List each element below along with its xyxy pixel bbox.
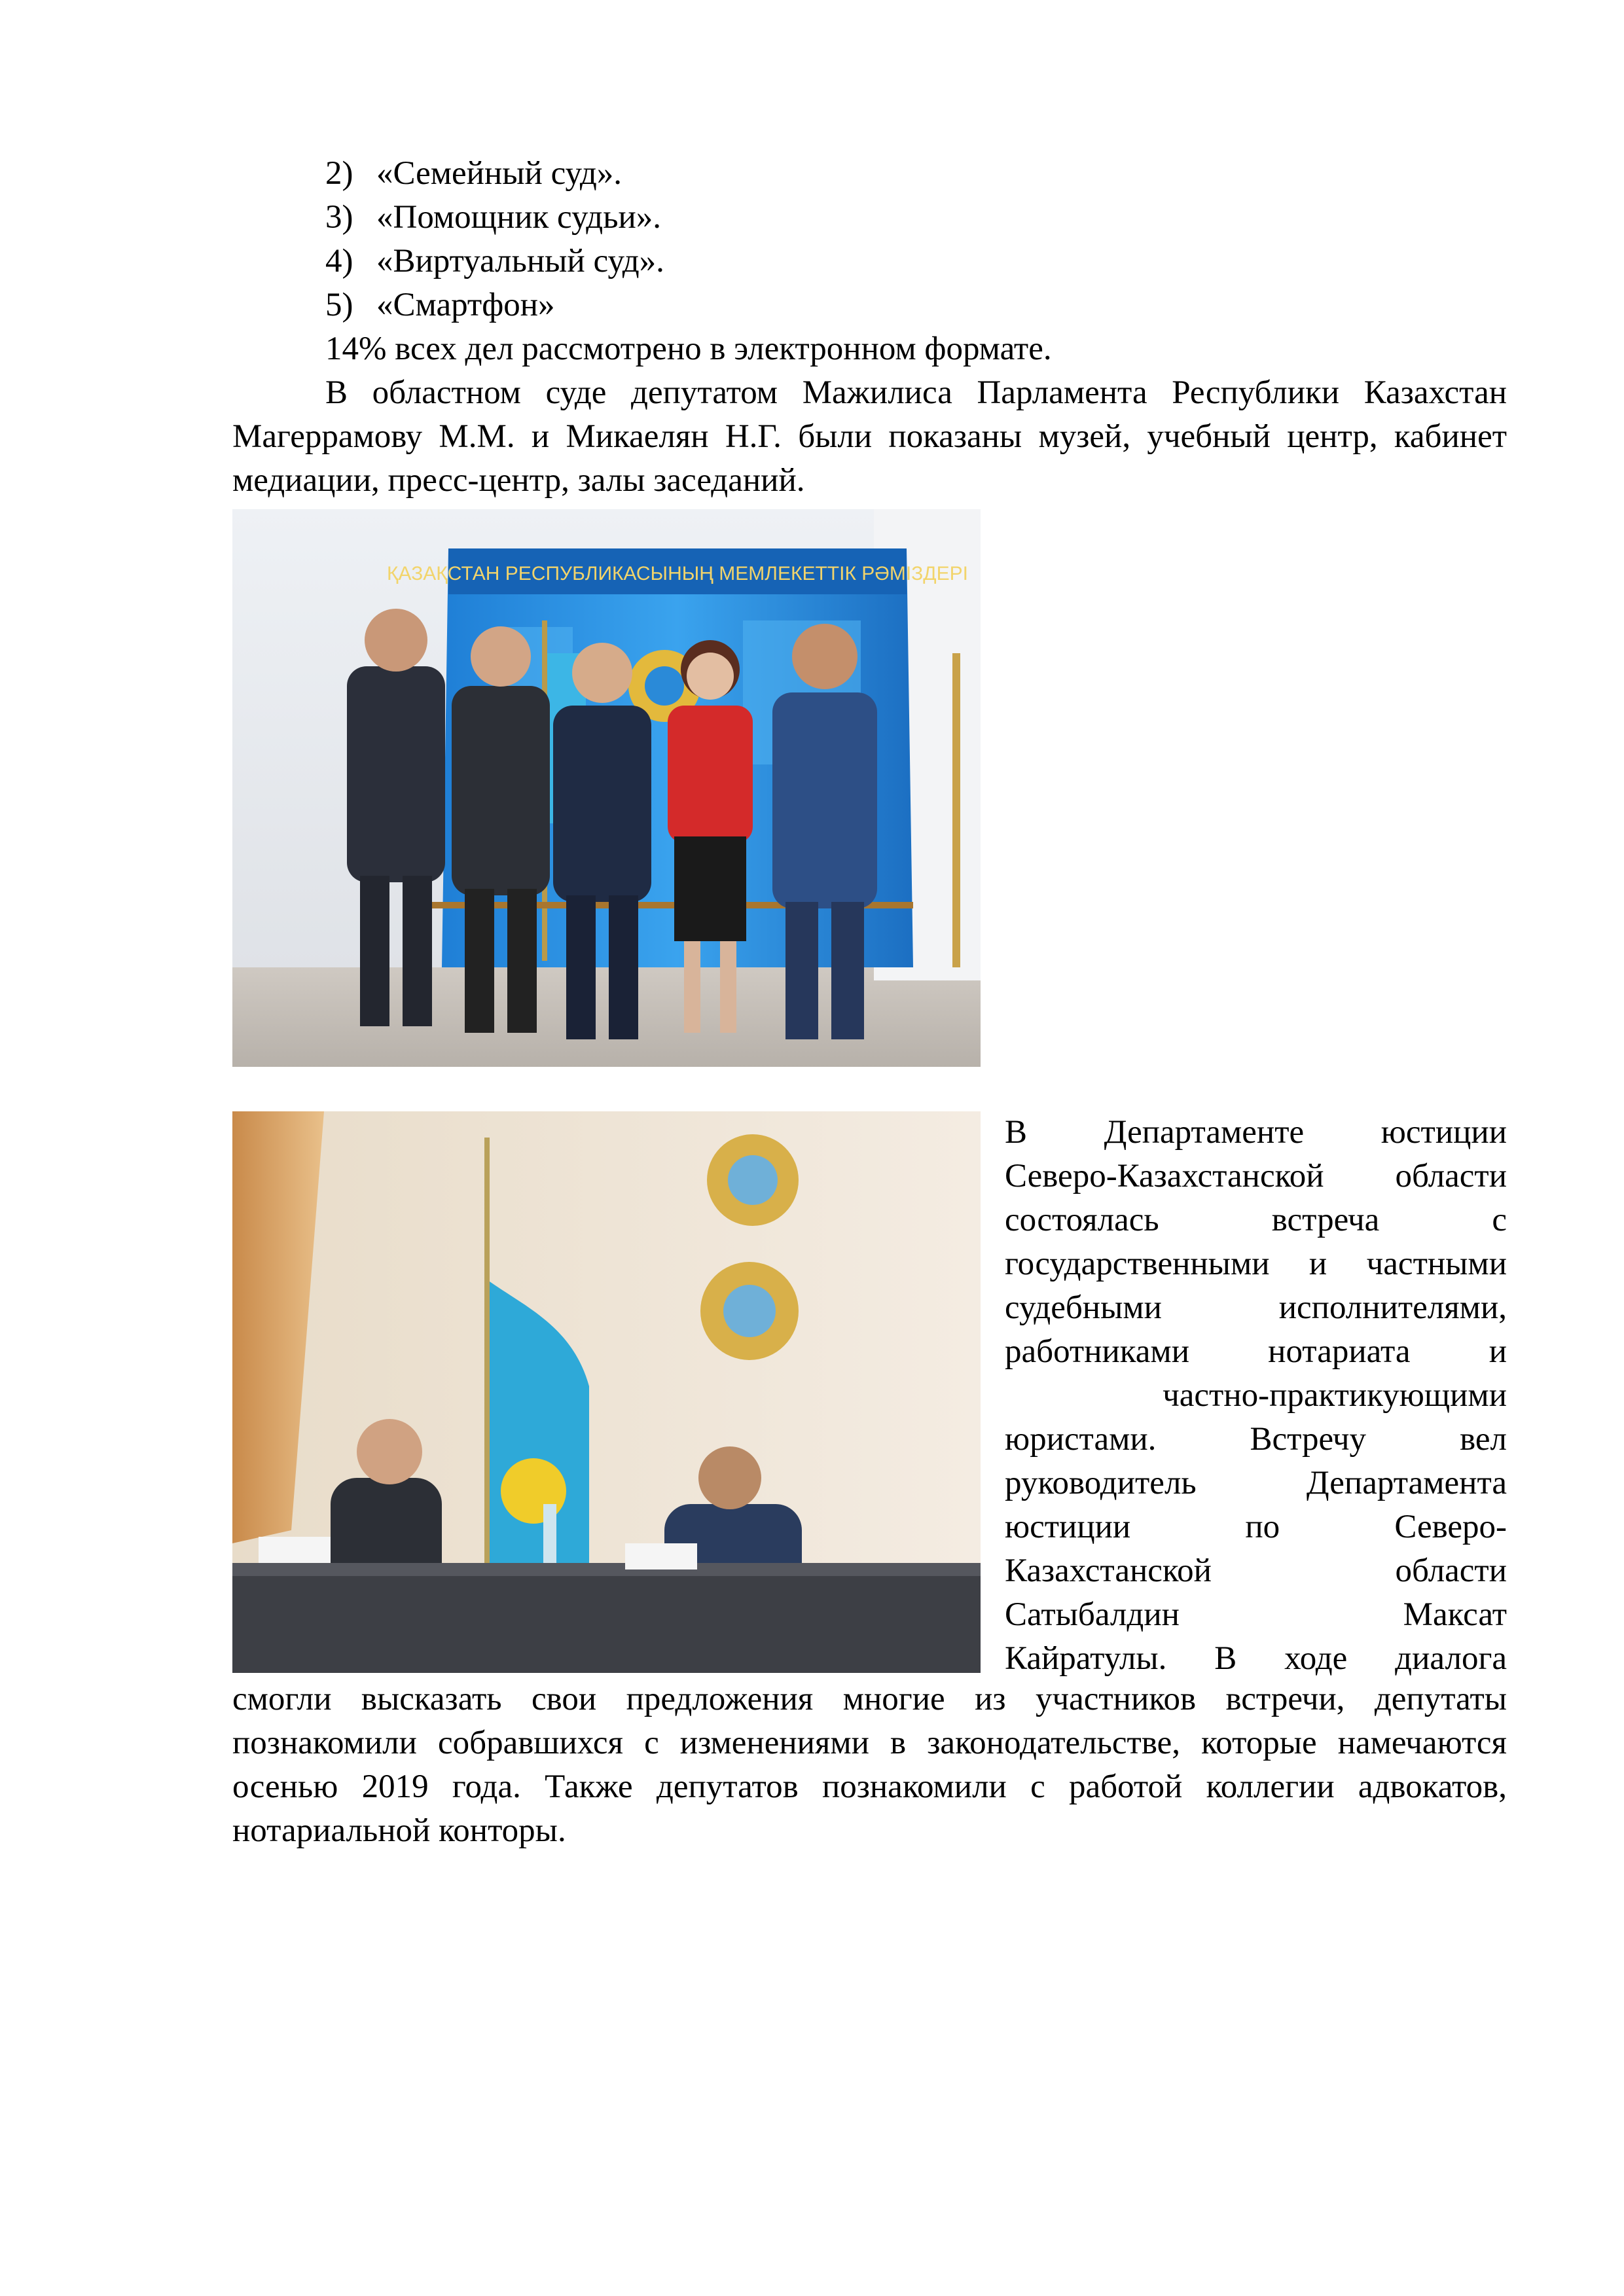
paragraph-electronic: 14% всех дел рассмотрено в электронном формате. xyxy=(325,331,1052,367)
text-line: Сатыбалдин Максат xyxy=(1005,1596,1507,1633)
list-item xyxy=(325,196,664,240)
list-text: «Смартфон» xyxy=(376,287,555,323)
text-line: работниками нотариата и xyxy=(1005,1333,1507,1370)
text-line: Казахстанской области xyxy=(1005,1552,1507,1589)
list-text: «Помощник судьи». xyxy=(376,199,662,236)
text-line: юстиции по Северо- xyxy=(1005,1509,1507,1545)
text-line: состоялась встреча с xyxy=(1005,1202,1507,1238)
list-number: 2) xyxy=(325,155,353,192)
text-line: В Департаменте юстиции xyxy=(1005,1114,1507,1151)
list-number: 3) xyxy=(325,199,353,236)
numbered-list xyxy=(325,152,664,327)
text-line: руководитель Департамента xyxy=(1005,1465,1507,1501)
people-silhouettes xyxy=(347,609,877,1039)
list-number: 4) xyxy=(325,243,353,279)
paragraph-meeting: смогли высказать свои предложения многие из участников встречи, депутаты познакомили собравшихся с изменениями в законодательстве, которые намечаются осенью 2019 года. Также депутатов познакомили с работой коллегии адвокатов, нотариальной конторы. xyxy=(232,1681,1507,1849)
list-item xyxy=(325,283,664,327)
group-photo xyxy=(232,509,981,1067)
text-line: Кайратулы. В ходе диалога xyxy=(1005,1640,1507,1677)
bottom-paragraph-block xyxy=(232,1677,1507,1853)
paragraph-court-visit: В областном суде депутатом Мажилиса Парламента Республики Казахстан Магеррамову М.М. и Микаелян Н.Г. были показаны музей, учебный центр, кабинет медиации, пресс-центр, залы заседаний. xyxy=(232,374,1507,499)
meeting-photo xyxy=(232,1111,981,1673)
text-line: судебными исполнителями, xyxy=(1005,1289,1507,1326)
right-column-text xyxy=(1005,1111,1507,1681)
list-text: «Виртуальный суд». xyxy=(376,243,664,279)
list-item xyxy=(325,152,664,196)
list-item xyxy=(325,240,664,283)
text-line: Северо-Казахстанской области xyxy=(1005,1158,1507,1194)
list-number: 5) xyxy=(325,287,353,323)
list-text: «Семейный суд». xyxy=(376,155,623,192)
text-line: государственными и частными xyxy=(1005,1246,1507,1282)
banner-text: ҚАЗАҚСТАН РЕСПУБЛИКАСЫНЫҢ МЕМЛЕКЕТТІК РӘМІЗДЕРІ xyxy=(387,563,968,584)
paragraph-block xyxy=(232,327,1507,503)
text-line: юристами. Встречу вел xyxy=(1005,1421,1507,1458)
text-line: частно-практикующими xyxy=(1163,1377,1507,1414)
